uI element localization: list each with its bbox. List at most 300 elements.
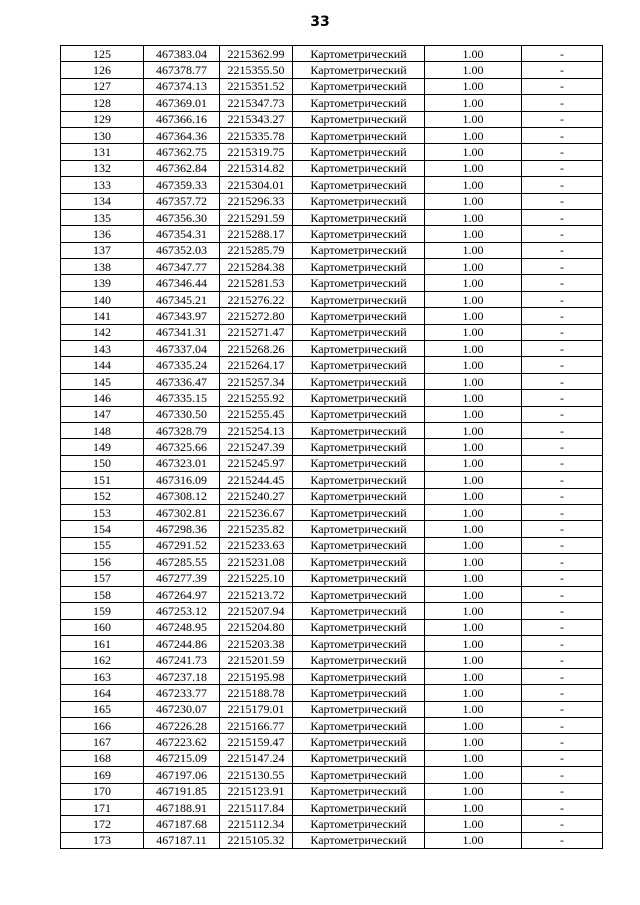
method-cell: Картометрический (293, 472, 425, 488)
x-coordinate-cell: 467323.01 (144, 455, 220, 471)
accuracy-cell: 1.00 (425, 373, 522, 389)
y-coordinate-cell: 2215201.59 (220, 652, 293, 668)
accuracy-cell: 1.00 (425, 177, 522, 193)
x-coordinate-cell: 467244.86 (144, 636, 220, 652)
description-cell: - (522, 422, 603, 438)
point-number-cell: 147 (61, 406, 144, 422)
point-number-cell: 173 (61, 832, 144, 848)
description-cell: - (522, 734, 603, 750)
x-coordinate-cell: 467341.31 (144, 324, 220, 340)
accuracy-cell: 1.00 (425, 586, 522, 602)
description-cell: - (522, 127, 603, 143)
table-row (61, 324, 603, 340)
accuracy-cell: 1.00 (425, 636, 522, 652)
method-cell: Картометрический (293, 177, 425, 193)
accuracy-cell: 1.00 (425, 554, 522, 570)
description-cell: - (522, 832, 603, 848)
x-coordinate-cell: 467285.55 (144, 554, 220, 570)
accuracy-cell: 1.00 (425, 718, 522, 734)
method-cell: Картометрический (293, 111, 425, 127)
x-coordinate-cell: 467237.18 (144, 668, 220, 684)
method-cell: Картометрический (293, 357, 425, 373)
point-number-cell: 137 (61, 242, 144, 258)
x-coordinate-cell: 467308.12 (144, 488, 220, 504)
x-coordinate-cell: 467291.52 (144, 537, 220, 553)
method-cell: Картометрический (293, 324, 425, 340)
method-cell: Картометрический (293, 308, 425, 324)
point-number-cell: 149 (61, 439, 144, 455)
description-cell: - (522, 390, 603, 406)
point-number-cell: 135 (61, 209, 144, 225)
point-number-cell: 160 (61, 619, 144, 635)
method-cell: Картометрический (293, 209, 425, 225)
description-cell: - (522, 685, 603, 701)
method-cell: Картометрический (293, 832, 425, 848)
point-number-cell: 132 (61, 160, 144, 176)
table-row (61, 341, 603, 357)
table-row (61, 586, 603, 602)
accuracy-cell: 1.00 (425, 62, 522, 78)
table-row (61, 472, 603, 488)
y-coordinate-cell: 2215233.63 (220, 537, 293, 553)
method-cell: Картометрический (293, 504, 425, 520)
method-cell: Картометрический (293, 718, 425, 734)
y-coordinate-cell: 2215362.99 (220, 46, 293, 62)
point-number-cell: 172 (61, 816, 144, 832)
method-cell: Картометрический (293, 636, 425, 652)
x-coordinate-cell: 467335.15 (144, 390, 220, 406)
coordinates-table-body (61, 46, 603, 849)
table-row (61, 488, 603, 504)
x-coordinate-cell: 467366.16 (144, 111, 220, 127)
x-coordinate-cell: 467383.04 (144, 46, 220, 62)
y-coordinate-cell: 2215105.32 (220, 832, 293, 848)
accuracy-cell: 1.00 (425, 144, 522, 160)
y-coordinate-cell: 2215255.92 (220, 390, 293, 406)
table-row (61, 832, 603, 848)
description-cell: - (522, 193, 603, 209)
y-coordinate-cell: 2215351.52 (220, 78, 293, 94)
table-row (61, 422, 603, 438)
method-cell: Картометрический (293, 341, 425, 357)
x-coordinate-cell: 467345.21 (144, 291, 220, 307)
table-row (61, 144, 603, 160)
accuracy-cell: 1.00 (425, 603, 522, 619)
table-row (61, 783, 603, 799)
table-row (61, 750, 603, 766)
table-row (61, 357, 603, 373)
description-cell: - (522, 259, 603, 275)
x-coordinate-cell: 467248.95 (144, 619, 220, 635)
accuracy-cell: 1.00 (425, 291, 522, 307)
point-number-cell: 157 (61, 570, 144, 586)
table-row (61, 259, 603, 275)
point-number-cell: 156 (61, 554, 144, 570)
table-row (61, 160, 603, 176)
page-number: 33 (310, 14, 330, 30)
point-number-cell: 143 (61, 341, 144, 357)
table-row (61, 603, 603, 619)
table-row (61, 373, 603, 389)
x-coordinate-cell: 467354.31 (144, 226, 220, 242)
description-cell: - (522, 537, 603, 553)
description-cell: - (522, 95, 603, 111)
y-coordinate-cell: 2215304.01 (220, 177, 293, 193)
accuracy-cell: 1.00 (425, 783, 522, 799)
x-coordinate-cell: 467378.77 (144, 62, 220, 78)
table-row (61, 554, 603, 570)
method-cell: Картометрический (293, 799, 425, 815)
accuracy-cell: 1.00 (425, 357, 522, 373)
accuracy-cell: 1.00 (425, 127, 522, 143)
y-coordinate-cell: 2215244.45 (220, 472, 293, 488)
x-coordinate-cell: 467330.50 (144, 406, 220, 422)
method-cell: Картометрический (293, 62, 425, 78)
x-coordinate-cell: 467223.62 (144, 734, 220, 750)
accuracy-cell: 1.00 (425, 95, 522, 111)
y-coordinate-cell: 2215231.08 (220, 554, 293, 570)
y-coordinate-cell: 2215207.94 (220, 603, 293, 619)
method-cell: Картометрический (293, 767, 425, 783)
y-coordinate-cell: 2215213.72 (220, 586, 293, 602)
point-number-cell: 131 (61, 144, 144, 160)
point-number-cell: 144 (61, 357, 144, 373)
accuracy-cell: 1.00 (425, 734, 522, 750)
point-number-cell: 140 (61, 291, 144, 307)
method-cell: Картометрический (293, 619, 425, 635)
y-coordinate-cell: 2215272.80 (220, 308, 293, 324)
x-coordinate-cell: 467215.09 (144, 750, 220, 766)
method-cell: Картометрический (293, 406, 425, 422)
y-coordinate-cell: 2215117.84 (220, 799, 293, 815)
x-coordinate-cell: 467328.79 (144, 422, 220, 438)
table-row (61, 275, 603, 291)
y-coordinate-cell: 2215281.53 (220, 275, 293, 291)
method-cell: Картометрический (293, 554, 425, 570)
x-coordinate-cell: 467241.73 (144, 652, 220, 668)
accuracy-cell: 1.00 (425, 767, 522, 783)
description-cell: - (522, 586, 603, 602)
accuracy-cell: 1.00 (425, 160, 522, 176)
y-coordinate-cell: 2215268.26 (220, 341, 293, 357)
y-coordinate-cell: 2215245.97 (220, 455, 293, 471)
point-number-cell: 133 (61, 177, 144, 193)
table-row (61, 701, 603, 717)
method-cell: Картометрический (293, 242, 425, 258)
point-number-cell: 169 (61, 767, 144, 783)
y-coordinate-cell: 2215236.67 (220, 504, 293, 520)
description-cell: - (522, 373, 603, 389)
accuracy-cell: 1.00 (425, 209, 522, 225)
y-coordinate-cell: 2215255.45 (220, 406, 293, 422)
point-number-cell: 153 (61, 504, 144, 520)
point-number-cell: 151 (61, 472, 144, 488)
accuracy-cell: 1.00 (425, 242, 522, 258)
x-coordinate-cell: 467335.24 (144, 357, 220, 373)
y-coordinate-cell: 2215123.91 (220, 783, 293, 799)
x-coordinate-cell: 467364.36 (144, 127, 220, 143)
table-row (61, 537, 603, 553)
description-cell: - (522, 439, 603, 455)
description-cell: - (522, 324, 603, 340)
table-row (61, 406, 603, 422)
description-cell: - (522, 636, 603, 652)
accuracy-cell: 1.00 (425, 570, 522, 586)
accuracy-cell: 1.00 (425, 259, 522, 275)
x-coordinate-cell: 467302.81 (144, 504, 220, 520)
description-cell: - (522, 406, 603, 422)
table-row (61, 242, 603, 258)
y-coordinate-cell: 2215355.50 (220, 62, 293, 78)
table-row (61, 439, 603, 455)
accuracy-cell: 1.00 (425, 488, 522, 504)
x-coordinate-cell: 467264.97 (144, 586, 220, 602)
point-number-cell: 129 (61, 111, 144, 127)
accuracy-cell: 1.00 (425, 324, 522, 340)
description-cell: - (522, 242, 603, 258)
x-coordinate-cell: 467191.85 (144, 783, 220, 799)
x-coordinate-cell: 467226.28 (144, 718, 220, 734)
accuracy-cell: 1.00 (425, 504, 522, 520)
table-row (61, 95, 603, 111)
point-number-cell: 148 (61, 422, 144, 438)
table-row (61, 521, 603, 537)
table-row (61, 177, 603, 193)
method-cell: Картометрический (293, 275, 425, 291)
description-cell: - (522, 750, 603, 766)
method-cell: Картометрический (293, 570, 425, 586)
table-row (61, 504, 603, 520)
x-coordinate-cell: 467346.44 (144, 275, 220, 291)
method-cell: Картометрический (293, 160, 425, 176)
x-coordinate-cell: 467337.04 (144, 341, 220, 357)
method-cell: Картометрический (293, 373, 425, 389)
y-coordinate-cell: 2215179.01 (220, 701, 293, 717)
method-cell: Картометрический (293, 95, 425, 111)
x-coordinate-cell: 467277.39 (144, 570, 220, 586)
point-number-cell: 168 (61, 750, 144, 766)
method-cell: Картометрический (293, 78, 425, 94)
method-cell: Картометрический (293, 390, 425, 406)
y-coordinate-cell: 2215276.22 (220, 291, 293, 307)
point-number-cell: 163 (61, 668, 144, 684)
accuracy-cell: 1.00 (425, 422, 522, 438)
description-cell: - (522, 226, 603, 242)
point-number-cell: 136 (61, 226, 144, 242)
method-cell: Картометрический (293, 537, 425, 553)
table-row (61, 46, 603, 62)
point-number-cell: 167 (61, 734, 144, 750)
point-number-cell: 150 (61, 455, 144, 471)
method-cell: Картометрический (293, 816, 425, 832)
x-coordinate-cell: 467253.12 (144, 603, 220, 619)
method-cell: Картометрический (293, 750, 425, 766)
accuracy-cell: 1.00 (425, 275, 522, 291)
method-cell: Картометрический (293, 259, 425, 275)
table-row (61, 308, 603, 324)
method-cell: Картометрический (293, 586, 425, 602)
accuracy-cell: 1.00 (425, 619, 522, 635)
description-cell: - (522, 209, 603, 225)
x-coordinate-cell: 467325.66 (144, 439, 220, 455)
x-coordinate-cell: 467230.07 (144, 701, 220, 717)
accuracy-cell: 1.00 (425, 308, 522, 324)
description-cell: - (522, 341, 603, 357)
accuracy-cell: 1.00 (425, 111, 522, 127)
x-coordinate-cell: 467187.68 (144, 816, 220, 832)
table-row (61, 767, 603, 783)
table-row (61, 193, 603, 209)
table-row (61, 734, 603, 750)
x-coordinate-cell: 467188.91 (144, 799, 220, 815)
accuracy-cell: 1.00 (425, 685, 522, 701)
method-cell: Картометрический (293, 291, 425, 307)
x-coordinate-cell: 467197.06 (144, 767, 220, 783)
method-cell: Картометрический (293, 603, 425, 619)
description-cell: - (522, 504, 603, 520)
method-cell: Картометрический (293, 455, 425, 471)
description-cell: - (522, 816, 603, 832)
point-number-cell: 127 (61, 78, 144, 94)
accuracy-cell: 1.00 (425, 652, 522, 668)
accuracy-cell: 1.00 (425, 341, 522, 357)
table-row (61, 390, 603, 406)
x-coordinate-cell: 467316.09 (144, 472, 220, 488)
description-cell: - (522, 783, 603, 799)
table-row (61, 636, 603, 652)
point-number-cell: 154 (61, 521, 144, 537)
y-coordinate-cell: 2215257.34 (220, 373, 293, 389)
point-number-cell: 139 (61, 275, 144, 291)
table-row (61, 127, 603, 143)
accuracy-cell: 1.00 (425, 816, 522, 832)
x-coordinate-cell: 467298.36 (144, 521, 220, 537)
accuracy-cell: 1.00 (425, 521, 522, 537)
accuracy-cell: 1.00 (425, 406, 522, 422)
description-cell: - (522, 472, 603, 488)
description-cell: - (522, 799, 603, 815)
description-cell: - (522, 177, 603, 193)
description-cell: - (522, 521, 603, 537)
method-cell: Картометрический (293, 46, 425, 62)
method-cell: Картометрический (293, 422, 425, 438)
accuracy-cell: 1.00 (425, 390, 522, 406)
description-cell: - (522, 718, 603, 734)
description-cell: - (522, 488, 603, 504)
description-cell: - (522, 160, 603, 176)
description-cell: - (522, 767, 603, 783)
method-cell: Картометрический (293, 226, 425, 242)
table-row (61, 619, 603, 635)
point-number-cell: 166 (61, 718, 144, 734)
accuracy-cell: 1.00 (425, 226, 522, 242)
method-cell: Картометрический (293, 144, 425, 160)
table-row (61, 816, 603, 832)
description-cell: - (522, 78, 603, 94)
point-number-cell: 155 (61, 537, 144, 553)
point-number-cell: 164 (61, 685, 144, 701)
method-cell: Картометрический (293, 783, 425, 799)
table-row (61, 209, 603, 225)
accuracy-cell: 1.00 (425, 668, 522, 684)
point-number-cell: 158 (61, 586, 144, 602)
description-cell: - (522, 455, 603, 471)
y-coordinate-cell: 2215130.55 (220, 767, 293, 783)
point-number-cell: 159 (61, 603, 144, 619)
y-coordinate-cell: 2215296.33 (220, 193, 293, 209)
point-number-cell: 152 (61, 488, 144, 504)
y-coordinate-cell: 2215240.27 (220, 488, 293, 504)
y-coordinate-cell: 2215271.47 (220, 324, 293, 340)
y-coordinate-cell: 2215235.82 (220, 521, 293, 537)
table-row (61, 226, 603, 242)
accuracy-cell: 1.00 (425, 832, 522, 848)
y-coordinate-cell: 2215166.77 (220, 718, 293, 734)
description-cell: - (522, 275, 603, 291)
description-cell: - (522, 46, 603, 62)
accuracy-cell: 1.00 (425, 78, 522, 94)
description-cell: - (522, 111, 603, 127)
coordinates-table (60, 45, 603, 849)
y-coordinate-cell: 2215225.10 (220, 570, 293, 586)
y-coordinate-cell: 2215291.59 (220, 209, 293, 225)
y-coordinate-cell: 2215147.24 (220, 750, 293, 766)
accuracy-cell: 1.00 (425, 455, 522, 471)
x-coordinate-cell: 467233.77 (144, 685, 220, 701)
y-coordinate-cell: 2215288.17 (220, 226, 293, 242)
x-coordinate-cell: 467356.30 (144, 209, 220, 225)
accuracy-cell: 1.00 (425, 750, 522, 766)
y-coordinate-cell: 2215112.34 (220, 816, 293, 832)
method-cell: Картометрический (293, 701, 425, 717)
y-coordinate-cell: 2215343.27 (220, 111, 293, 127)
point-number-cell: 146 (61, 390, 144, 406)
table-row (61, 668, 603, 684)
point-number-cell: 170 (61, 783, 144, 799)
method-cell: Картометрический (293, 668, 425, 684)
description-cell: - (522, 701, 603, 717)
accuracy-cell: 1.00 (425, 439, 522, 455)
y-coordinate-cell: 2215254.13 (220, 422, 293, 438)
table-row (61, 799, 603, 815)
x-coordinate-cell: 467362.75 (144, 144, 220, 160)
method-cell: Картометрический (293, 685, 425, 701)
point-number-cell: 162 (61, 652, 144, 668)
y-coordinate-cell: 2215159.47 (220, 734, 293, 750)
table-row (61, 570, 603, 586)
y-coordinate-cell: 2215188.78 (220, 685, 293, 701)
table-row (61, 78, 603, 94)
x-coordinate-cell: 467359.33 (144, 177, 220, 193)
method-cell: Картометрический (293, 488, 425, 504)
point-number-cell: 134 (61, 193, 144, 209)
description-cell: - (522, 291, 603, 307)
point-number-cell: 161 (61, 636, 144, 652)
point-number-cell: 130 (61, 127, 144, 143)
point-number-cell: 145 (61, 373, 144, 389)
y-coordinate-cell: 2215195.98 (220, 668, 293, 684)
y-coordinate-cell: 2215284.38 (220, 259, 293, 275)
table-row (61, 455, 603, 471)
y-coordinate-cell: 2215247.39 (220, 439, 293, 455)
point-number-cell: 125 (61, 46, 144, 62)
point-number-cell: 128 (61, 95, 144, 111)
description-cell: - (522, 62, 603, 78)
x-coordinate-cell: 467336.47 (144, 373, 220, 389)
y-coordinate-cell: 2215347.73 (220, 95, 293, 111)
accuracy-cell: 1.00 (425, 46, 522, 62)
point-number-cell: 171 (61, 799, 144, 815)
